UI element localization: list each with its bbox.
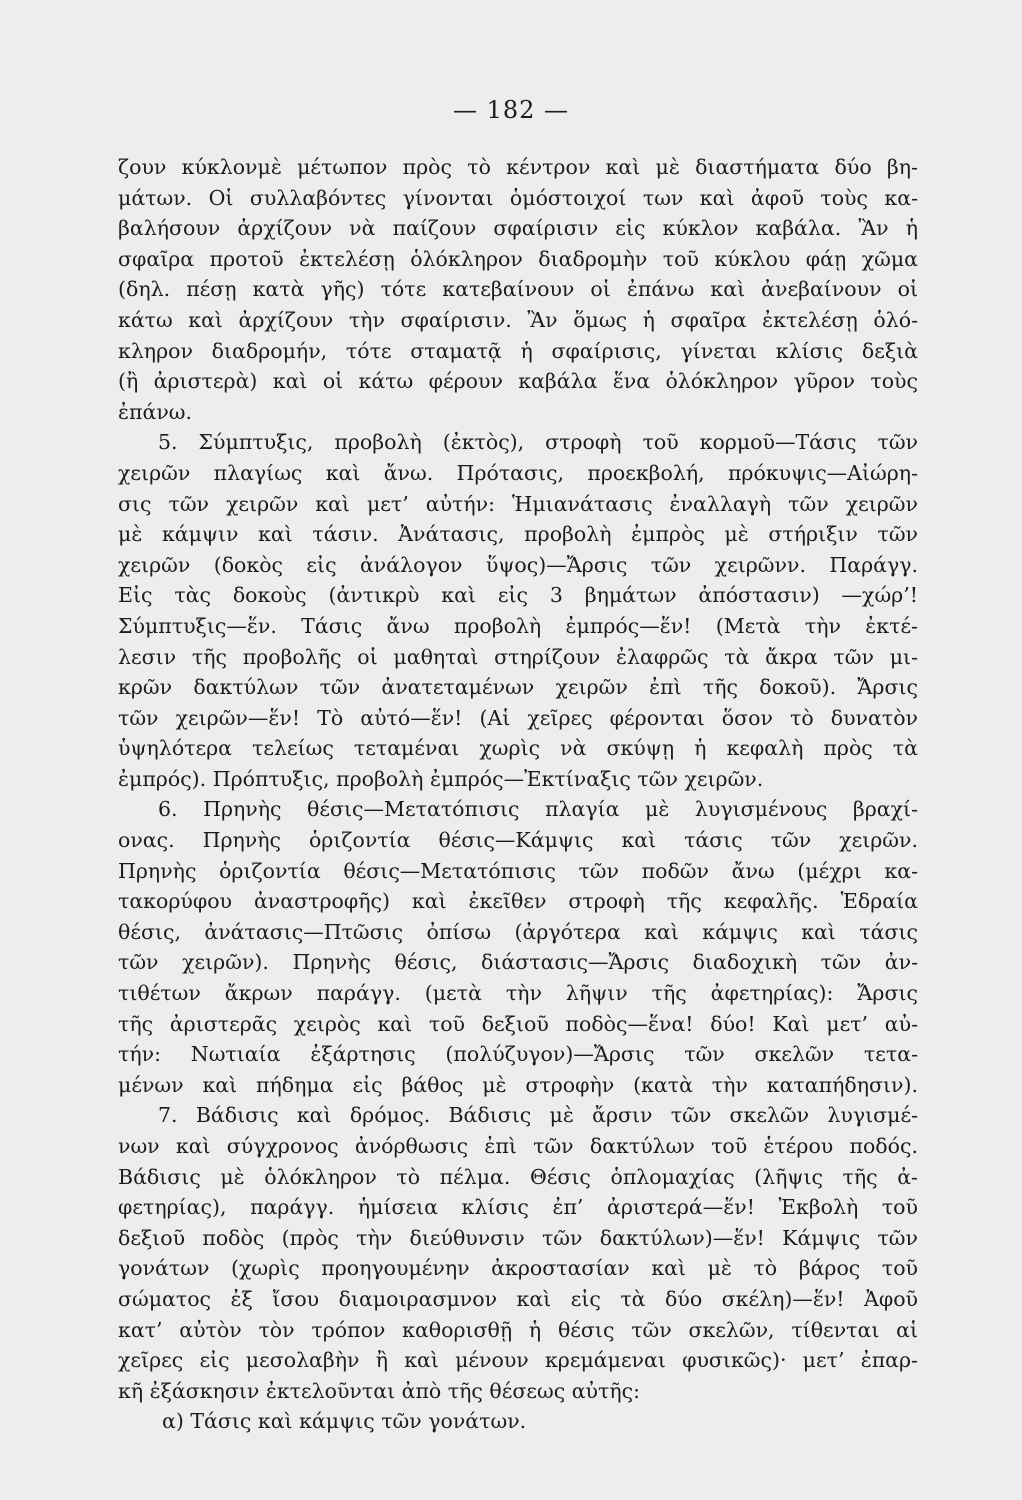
- text-line: δεξιοῦ ποδὸς (πρὸς τὴν διεύθυνσιν τῶν δακτύλων)—ἕν! Κάμψις τῶν: [118, 1225, 918, 1250]
- text-line: (ἢ ἀριστερὰ) καὶ οἱ κάτω φέρουν καβάλα ἕνα ὁλόκληρον γῦρον τοὺς: [118, 369, 918, 394]
- text-line: χειρῶν (δοκὸς εἰς ἀνάλογον ὕψος)—Ἄρσις τῶν χειρῶνν. Παράγγ.: [118, 552, 918, 577]
- text-line: μάτων. Οἱ συλλαβόντες γίνονται ὁμόστοιχοί των καὶ ἀφοῦ τοὺς κα-: [118, 185, 918, 210]
- text-line: Βάδισις μὲ ὁλόκληρον τὸ πέλμα. Θέσις ὁπλομαχίας (λῆψις τῆς ἀ-: [118, 1164, 918, 1189]
- list-item-a: α) Τάσις καὶ κάμψις τῶν γονάτων.: [162, 1409, 527, 1434]
- text-line: κάτω καὶ ἀρχίζουν τὴν σφαίρισιν. Ἂν ὅμως ἡ σφαῖρα ἐκτελέσῃ ὁλό-: [118, 307, 918, 332]
- text-line: ἐμπρός). Πρόπτυξις, προβολὴ ἐμπρός—Ἐκτίναξις τῶν χειρῶν.: [118, 766, 764, 791]
- text-line: Σύμπτυξις—ἕν. Τάσις ἄνω προβολὴ ἐμπρός—ἕν! (Μετὰ τὴν ἐκτέ-: [118, 613, 918, 638]
- text-line: κατ’ αὐτὸν τὸν τρόπον καθορισθῇ ἡ θέσις τῶν σκελῶν, τίθενται αἱ: [118, 1317, 918, 1342]
- text-line: κρῶν δακτύλων τῶν ἀνατεταμένων χειρῶν ἐπὶ τῆς δοκοῦ). Ἄρσις: [118, 675, 918, 700]
- text-line: Πρηνὴς ὁριζοντία θέσις—Μετατόπισις τῶν ποδῶν ἄνω (μέχρι κα-: [118, 858, 918, 883]
- text-line: μὲ κάμψιν καὶ τάσιν. Ἀνάτασις, προβολὴ ἐμπρὸς μὲ στήριξιν τῶν: [118, 522, 918, 547]
- paragraph-7-start: 7. Βάδισις καὶ δρόμος. Βάδισις μὲ ἄρσιν τῶν σκελῶν λυγισμέ-: [158, 1103, 918, 1128]
- text-line: ἐπάνω.: [118, 399, 193, 424]
- text-line: Εἰς τὰς δοκοὺς (ἀντικρὺ καὶ εἰς 3 βημάτων ἀπόστασιν) —χώρ’!: [118, 583, 918, 608]
- text-line: τήν: Νωτιαία ἐξάρτησις (πολύζυγον)—Ἄρσις τῶν σκελῶν τετα-: [118, 1042, 918, 1067]
- text-line: φετηρίας), παράγγ. ἡμίσεια κλίσις ἐπ’ ἀριστερά—ἕν! Ἐκβολὴ τοῦ: [118, 1195, 918, 1220]
- text-line: τακορύφου ἀναστροφῆς) καὶ ἐκεῖθεν στροφὴ τῆς κεφαλῆς. Ἑδραία: [118, 889, 918, 914]
- text-line: κῆ ἐξάσκησιν ἐκτελοῦνται ἀπὸ τῆς θέσεως αὐτῆς:: [118, 1378, 641, 1403]
- text-line: (δηλ. πέσῃ κατὰ γῆς) τότε κατεβαίνουν οἱ ἐπάνω καὶ ἀνεβαίνουν οἱ: [118, 277, 918, 302]
- text-line: μένων καὶ πήδημα εἰς βάθος μὲ στροφὴν (κατὰ τὴν καταπήδησιν).: [118, 1072, 918, 1097]
- text-line: χειρῶν πλαγίως καὶ ἄνω. Πρότασις, προεκβολή, πρόκυψις—Αἰώρη-: [118, 460, 918, 485]
- text-line: ονας. Πρηνὴς ὁριζοντία θέσις—Κάμψις καὶ τάσις τῶν χειρῶν.: [118, 828, 918, 853]
- text-line: σφαῖρα προτοῦ ἐκτελέσῃ ὁλόκληρον διαδρομὴν τοῦ κύκλου φάῃ χῶμα: [118, 246, 918, 271]
- paragraph-6-start: 6. Πρηνὴς θέσις—Μετατόπισις πλαγία μὲ λυγισμένους βραχί-: [158, 797, 918, 822]
- text-line: θέσις, ἀνάτασις—Πτῶσις ὀπίσω (ἀργότερα καὶ κάμψις καὶ τάσις: [118, 919, 918, 944]
- text-line: τῶν χειρῶν—ἕν! Τὸ αὐτό—ἕν! (Αἱ χεῖρες φέρονται ὅσον τὸ δυνατὸν: [118, 705, 918, 730]
- text-line: χεῖρες εἰς μεσολαβὴν ἢ καὶ μένουν κρεμάμεναι φυσικῶς)· μετ’ ἐπαρ-: [118, 1348, 918, 1373]
- text-line: σις τῶν χειρῶν καὶ μετ’ αὐτήν: Ἡμιανάτασις ἐναλλαγὴ τῶν χειρῶν: [118, 491, 918, 516]
- page-number: — 182 —: [452, 96, 570, 124]
- text-line: τῆς ἀριστερᾶς χειρὸς καὶ τοῦ δεξιοῦ ποδὸς—ἕνα! δύο! Καὶ μετ’ αὐ-: [118, 1011, 918, 1036]
- text-line: σώματος ἐξ ἴσου διαμοιρασμνον καὶ εἰς τὰ δύο σκέλη)—ἕν! Ἀφοῦ: [118, 1286, 918, 1311]
- text-line: νων καὶ σύγχρονος ἀνόρθωσις ἐπὶ τῶν δακτύλων τοῦ ἑτέρου ποδός.: [118, 1134, 918, 1158]
- text-line: τῶν χειρῶν). Πρηνὴς θέσις, διάστασις—Ἄρσις διαδοχικὴ τῶν ἀν-: [118, 950, 918, 975]
- text-line: γονάτων (χωρὶς προηγουμένην ἀκροστασίαν καὶ μὲ τὸ βάρος τοῦ: [118, 1256, 918, 1281]
- text-line: τιθέτων ἄκρων παράγγ. (μετὰ τὴν λῆψιν τῆς ἀφετηρίας): Ἄρσις: [118, 981, 918, 1006]
- text-line: ὑψηλότερα τελείως τεταμέναι χωρὶς νὰ σκύψῃ ἡ κεφαλὴ πρὸς τὰ: [118, 736, 918, 761]
- text-line: κληρον διαδρομήν, τότε σταματᾷ ἡ σφαίρισις, γίνεται κλίσις δεξιὰ: [118, 338, 918, 363]
- text-line: βαλήσουν ἀρχίζουν νὰ παίζουν σφαίρισιν εἰς κύκλον καβάλα. Ἂν ἡ: [118, 216, 918, 241]
- body-text: [118, 152, 918, 1437]
- paragraph-5-start: 5. Σύμπτυξις, προβολὴ (ἐκτὸς), στροφὴ τοῦ κορμοῦ—Τάσις τῶν: [158, 430, 918, 455]
- text-line: λεσιν τῆς προβολῆς οἱ μαθηταὶ στηρίζουν ἐλαφρῶς τὰ ἄκρα τῶν μι-: [118, 644, 918, 669]
- text-line: ζουν κύκλονμὲ μέτωπον πρὸς τὸ κέντρον καὶ μὲ διαστήματα δύο βη-: [118, 155, 918, 179]
